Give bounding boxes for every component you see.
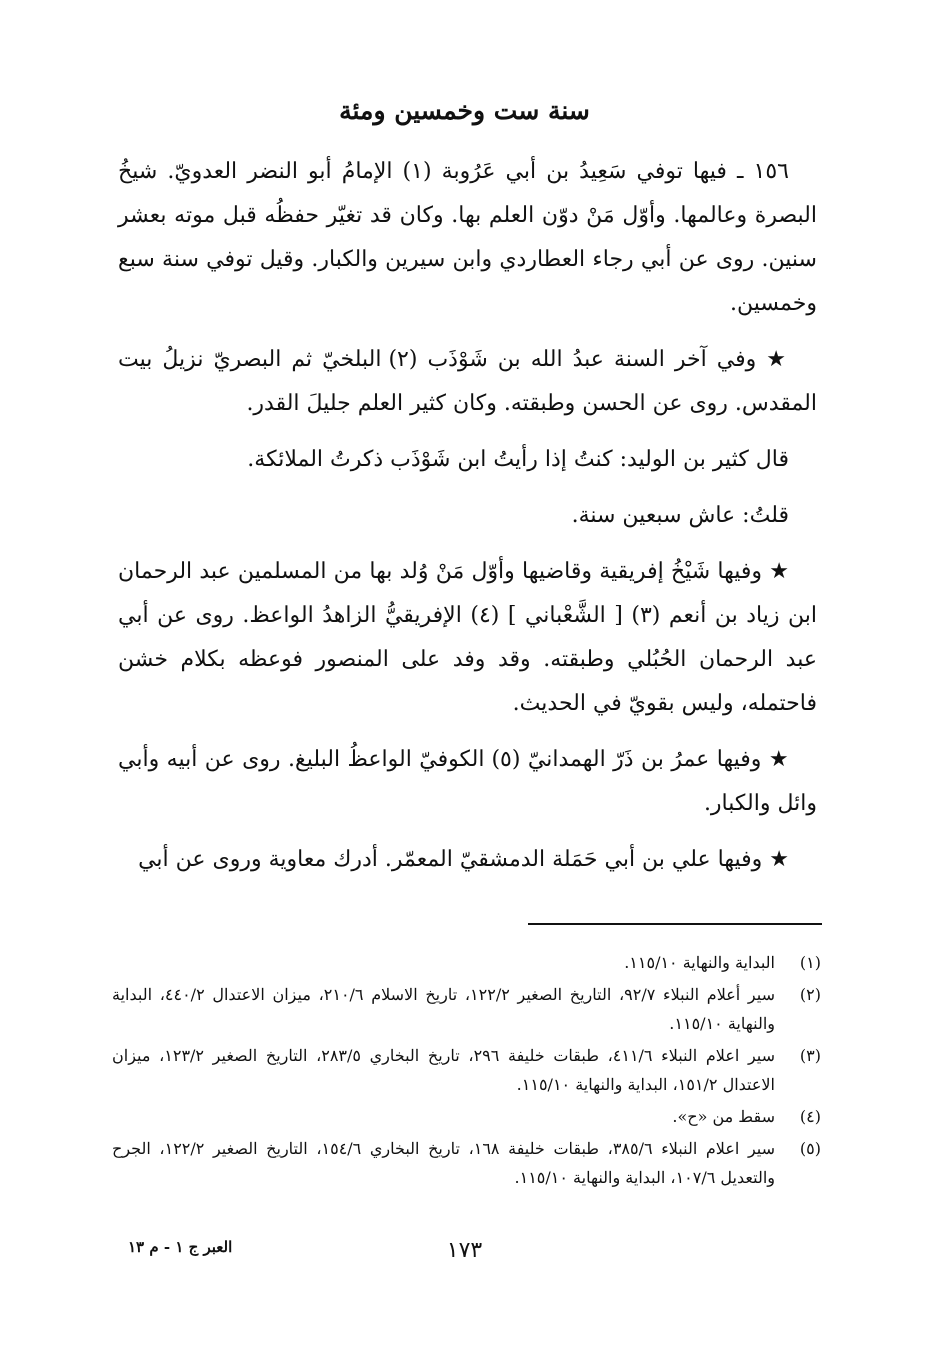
footnote-text: سير اعلام النبلاء ٤١١/٦، طبقات خليفة ٢٩٦، تاريخ البخاري ٢٨٣/٥، التاريخ الصغير ١٢٣/٢، ميزان الاعتدال ١٥١/٢، البداية والنهاية ١١٥/١٠. [112, 1046, 776, 1094]
note-paragraph: قلتُ: عاش سبعين سنة. [571, 503, 789, 528]
footnote-number: (١) [799, 953, 821, 972]
footnote-item [112, 980, 821, 1038]
footnote-item [112, 1102, 821, 1131]
quote-paragraph: قال كثير بن الوليد: كنتُ إذا رأيتُ ابن شَوْذَب ذكرتُ الملائكة. [247, 447, 789, 472]
footnote-number: (٥) [799, 1139, 821, 1158]
footnote-item [112, 1041, 821, 1099]
page-heading: سنة ست وخمسين ومئة [339, 96, 590, 125]
entry-paragraph: ★ وفيها علي بن أبي حَمَلة الدمشقيّ المعمّر. أدرك معاوية وروى عن أبي [138, 847, 789, 872]
entry-paragraph: ★ وفي آخر السنة عبدُ الله بن شَوْذَب (٢) البلخيّ ثم البصريّ نزيلُ بيت المقدس. روى عن الحسن وطبقته. وكان كثير العلم جليلَ القدر. [118, 347, 817, 416]
entry-paragraph: ★ وفيها شَيْخُ إفريقية وقاضيها وأوّل مَنْ وُلد بها من المسلمين عبد الرحمان ابن زياد بن أنعم (٣) [ الشَّعْباني ] (٤) الإفريقيُّ الزاهدُ الواعظ. روى عن أبي عبد الرحمان الحُبُلي وطبقته. وقد وفد على المنصور فوعظه بكلام خشن فاحتمله، وليس بقويّ في الحديث. [118, 559, 817, 716]
signature-mark: العبر ج ١ - م ١٣ [128, 1238, 233, 1256]
footnote-text: البداية والنهاية ١١٥/١٠. [624, 953, 775, 972]
entry-paragraph: ١٥٦ ـ فيها توفي سَعِيدُ بن أبي عَرُوبة (١) الإمامُ أبو النضر العدويّ. شيخُ البصرة وعالمها. وأوّل مَنْ دوّن العلم بها. وكان قد تغيّر حفظُه قبل موته بعشر سنين. روى عن أبي رجاء العطاردي وابن سيرين والكبار. وقيل توفي سنة سبع وخمسين. [118, 159, 817, 316]
footnote-item [112, 948, 821, 977]
footnote-number: (٤) [799, 1107, 821, 1126]
footnote-separator [528, 923, 822, 925]
footnote-number: (٢) [799, 985, 821, 1004]
footnote-item [112, 1134, 821, 1192]
footnotes [112, 948, 821, 1195]
entry-paragraph: ★ وفيها عمرُ بن ذَرّ الهمدانيّ (٥) الكوفيّ الواعظُ البليغ. روى عن أبيه وأبي وائل والكبار. [118, 747, 817, 816]
page-number: ١٧٣ [446, 1238, 483, 1263]
footnote-text: سقط من «ح». [672, 1107, 775, 1126]
footnote-number: (٣) [799, 1046, 821, 1065]
main-text [118, 150, 817, 894]
footnote-text: سير اعلام النبلاء ٣٨٥/٦، طبقات خليفة ١٦٨، تاريخ البخاري ١٥٤/٦، التاريخ الصغير ١٢٢/٢، الجرح والتعديل ١٠٧/٦، البداية والنهاية ١١٥/١٠. [112, 1139, 776, 1187]
footnote-text: سير أعلام النبلاء ٩٢/٧، التاريخ الصغير ١٢٢/٢، تاريخ الاسلام ٢١٠/٦، ميزان الاعتدال ٤٤٠/٢، البداية والنهاية ١١٥/١٠. [112, 985, 775, 1033]
